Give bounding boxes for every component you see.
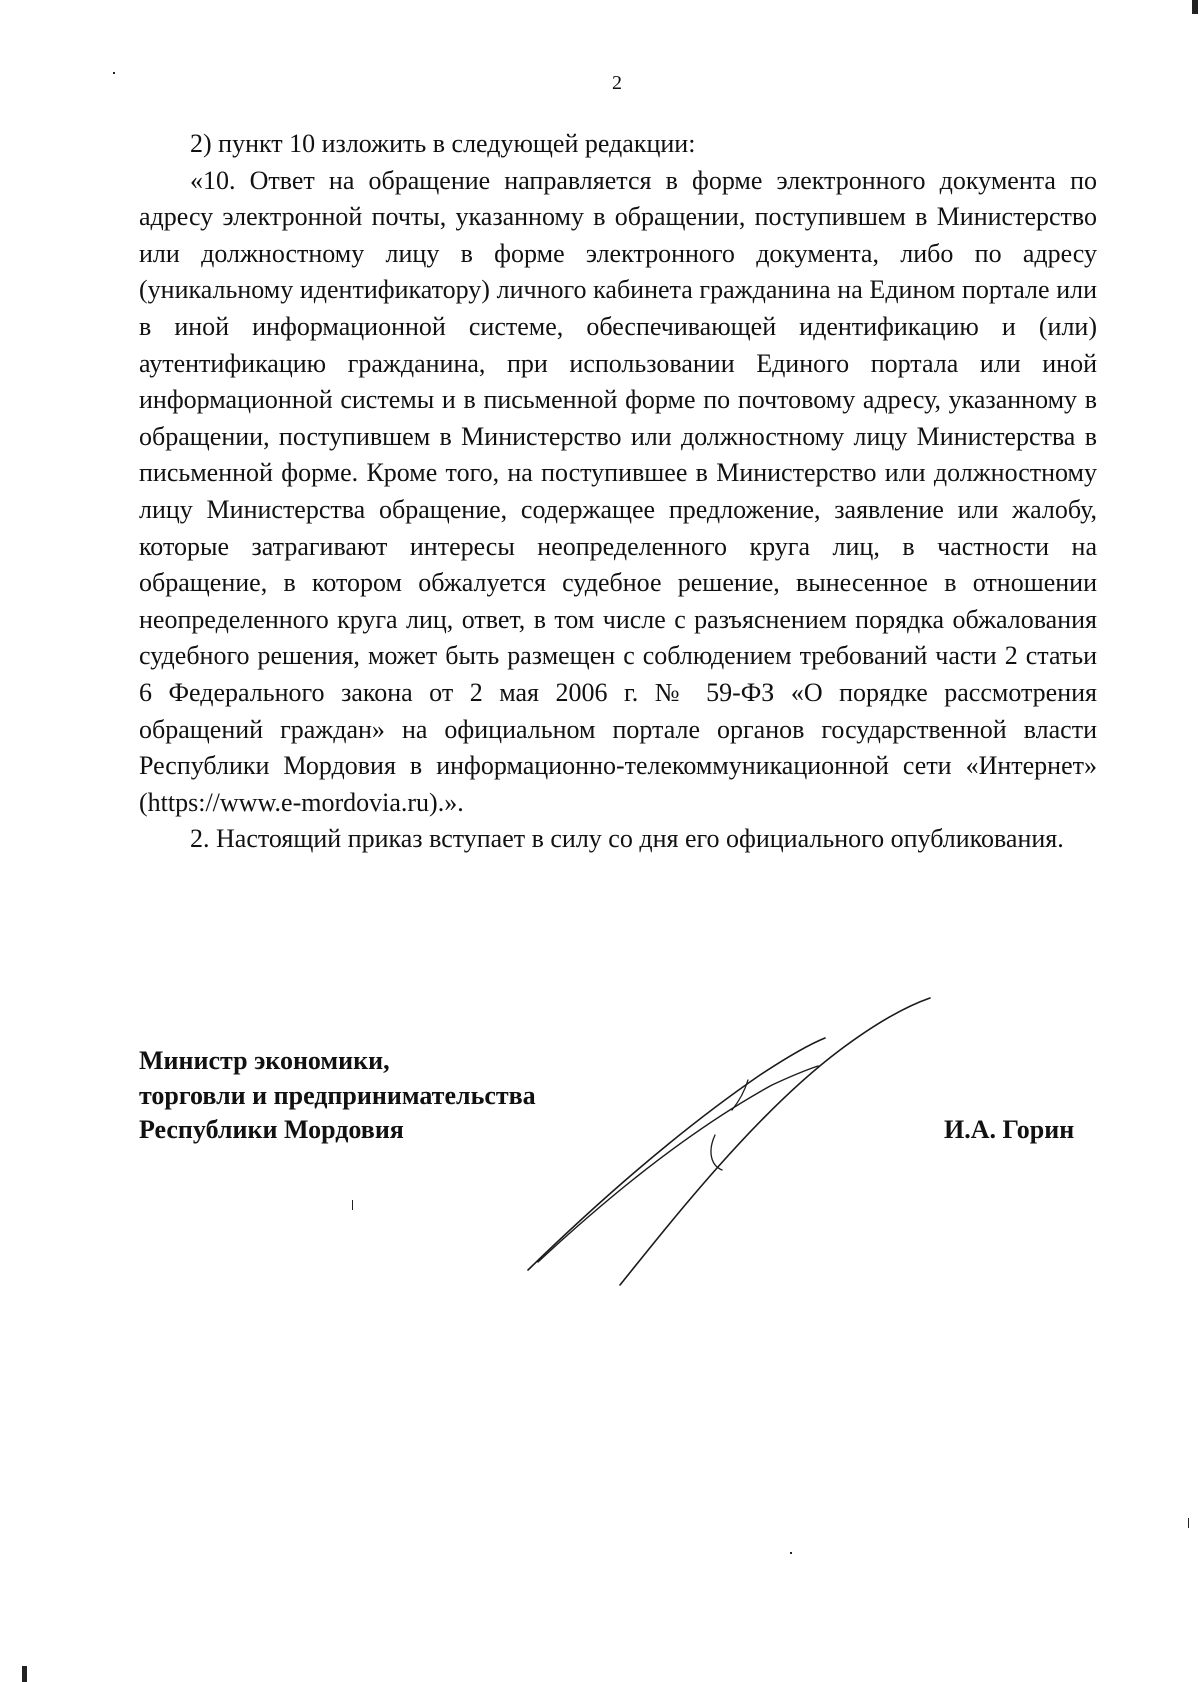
handwritten-signature xyxy=(510,980,970,1290)
paragraph-item-amendment: 2) пункт 10 изложить в следующей редакции: xyxy=(190,129,696,158)
scan-speck xyxy=(113,72,115,74)
document-body xyxy=(139,126,1097,858)
scan-speck xyxy=(1188,1518,1189,1528)
scan-speck xyxy=(22,1666,27,1682)
paragraph-item-point-10: «10. Ответ на обращение направляется в форме электронного документа по адресу электронной почты, указанному в обращении, поступившем в Министерство или должностному лицу в форме электронного документа, либо по адресу (уникальному идентификатору) личного кабинета гражданина на Едином портале или в иной информационной системе, обеспечивающей идентификацию и (или) аутентификацию гражданина, при использовании Единого портала или иной информационной системы и в письменной форме по почтовому адресу, указанному в обращении, поступившем в Министерство или должностному лицу Министерства в письменной форме. Кроме того, на поступившее в Министерство или должностному лицу Министерства обращение, содержащее предложение, заявление или жалобу, которые затрагивают интересы неопределенного круга лиц, в частности на обращение, в котором обжалуется судебное решение, вынесенное в отношении неопределенного круга лиц, ответ, в том числе с разъяснением порядка обжалования судебного решения, может быть размещен с соблюдением требований части 2 статьи 6 Федерального закона от 2 мая 2006 г. № 59-ФЗ «О порядке рассмотрения обращений граждан» на официальном портале органов государственной власти Республики Мордовия в информационно-телекоммуникационной сети «Интернет» (https://www.e-mordovia.ru).». xyxy=(139,165,1097,817)
page-number: 2 xyxy=(612,72,622,94)
signatory-name: И.А. Горин xyxy=(944,1115,1075,1144)
signatory-title-line: Министр экономики, xyxy=(139,1046,390,1075)
signatory-title-line: Республики Мордовия xyxy=(139,1115,404,1144)
paragraph-item-effective-date: 2. Настоящий приказ вступает в силу со дня его официального опубликования. xyxy=(190,824,1064,854)
scan-speck xyxy=(352,1200,353,1210)
signatory-title xyxy=(139,1044,536,1148)
signatory-title-line: торговли и предпринимательства xyxy=(139,1080,536,1110)
scan-speck xyxy=(1192,0,1198,14)
scan-speck xyxy=(790,1552,792,1554)
